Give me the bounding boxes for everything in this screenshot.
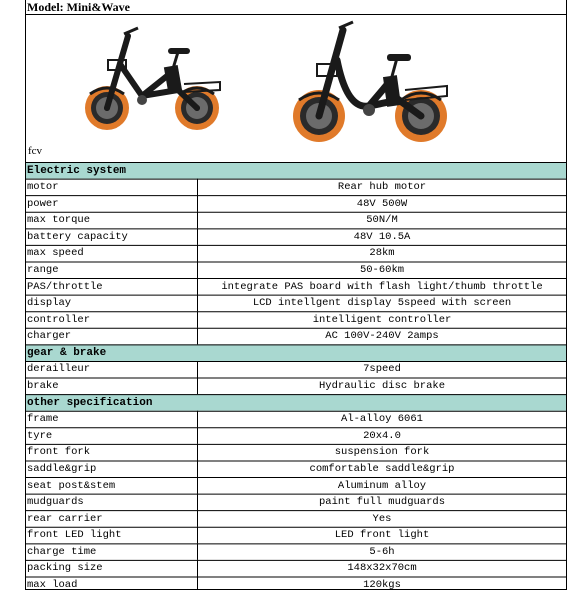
section-header: other specification <box>27 396 153 409</box>
spec-value: 120kgs <box>363 579 401 591</box>
spec-value: 48V 500W <box>356 197 408 210</box>
spec-value: 50N/M <box>366 214 398 227</box>
spec-value: 148x32x70cm <box>347 562 417 575</box>
spec-label: saddle&grip <box>27 462 97 475</box>
spec-value: integrate PAS board with flash light/thumb throttle <box>221 280 543 293</box>
spec-label: range <box>27 263 59 276</box>
spec-label: packing size <box>27 562 103 575</box>
spec-label: frame <box>27 413 59 426</box>
spec-label: charger <box>27 330 72 343</box>
spec-value: 5-6h <box>369 545 395 558</box>
spec-label: display <box>27 297 72 310</box>
image-caption: fcv <box>28 145 43 157</box>
spec-label: brake <box>27 380 59 393</box>
spec-value: Aluminum alloy <box>337 479 427 492</box>
spec-label: max torque <box>27 214 91 227</box>
spec-value: comfortable saddle&grip <box>309 462 455 475</box>
spec-label: derailleur <box>27 363 91 376</box>
spec-value: LED front light <box>334 529 430 542</box>
spec-value: AC 100V-240V 2amps <box>325 330 439 343</box>
spec-label: charge time <box>27 545 97 558</box>
spec-label: tyre <box>27 429 53 442</box>
spec-value: LCD intellgent display 5speed with screen <box>252 297 512 310</box>
bike-photo-folded-frame <box>80 24 230 136</box>
spec-value: Hydraulic disc brake <box>318 380 446 393</box>
spec-value: suspension fork <box>334 446 430 459</box>
spec-value: Al-alloy 6061 <box>341 413 423 426</box>
spec-sheet <box>25 0 567 590</box>
spec-value: 48V 10.5A <box>353 230 411 243</box>
spec-value: 50-60km <box>359 263 405 276</box>
spec-label: battery capacity <box>27 230 128 243</box>
section-header: Electric system <box>27 164 127 177</box>
spec-label: power <box>27 197 59 210</box>
spec-value: paint full mudguards <box>318 496 446 509</box>
spec-label: rear carrier <box>27 512 103 525</box>
spec-value: Rear hub motor <box>337 181 427 194</box>
spec-label: motor <box>27 181 59 194</box>
spec-value: Yes <box>372 512 392 525</box>
model-title: Model: Mini&Wave <box>27 0 130 14</box>
spec-value: 20x4.0 <box>363 429 401 442</box>
spec-value: intelligent controller <box>312 313 452 326</box>
spec-label: front LED light <box>27 529 122 542</box>
bike-photo-step-through-frame <box>287 20 457 148</box>
spec-value: 28km <box>369 247 395 260</box>
section-header: gear & brake <box>27 346 107 359</box>
spec-label: mudguards <box>27 496 84 509</box>
spec-label: PAS/throttle <box>27 280 103 293</box>
section-header-fill <box>26 344 566 361</box>
spec-value: 7speed <box>363 363 401 376</box>
spec-label: max speed <box>27 247 84 260</box>
spec-label: seat post&stem <box>27 479 116 492</box>
spec-label: controller <box>27 313 91 326</box>
spec-label: max load <box>27 579 78 591</box>
spec-label: front fork <box>27 446 91 459</box>
